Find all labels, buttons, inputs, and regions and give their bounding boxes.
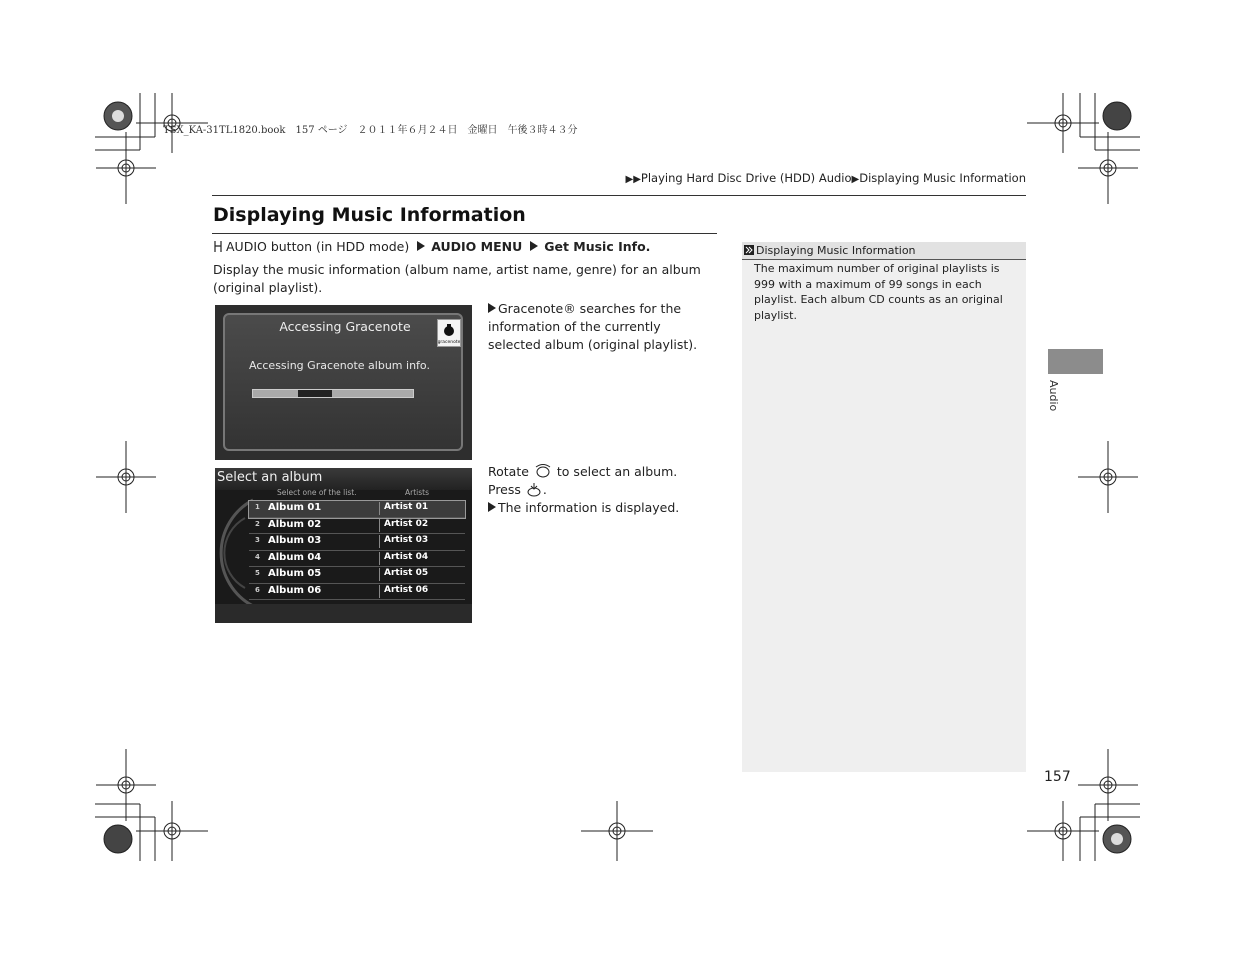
breadcrumb-arrow-icon: ▶: [851, 174, 860, 185]
sidebar-heading: [742, 242, 1026, 260]
album-name: Album 01: [268, 502, 322, 513]
step-2-period: .: [542, 482, 547, 497]
row-number: 2: [255, 519, 260, 528]
column-divider: [379, 519, 380, 532]
column-header: Artists: [405, 488, 429, 497]
artist-name: Artist 06: [384, 584, 429, 595]
gracenote-logo-icon: [437, 319, 461, 347]
page-number: 157: [1044, 769, 1071, 785]
album-name: Album 04: [268, 551, 322, 563]
header-rule: [212, 195, 1026, 196]
row-number: 1: [255, 503, 260, 511]
step-2: [488, 463, 713, 517]
breadcrumb: [626, 171, 1026, 185]
breadcrumb-parent: Playing Hard Disc Drive (HDD) Audio: [640, 171, 852, 185]
column-divider: [379, 535, 380, 548]
artist-name: Artist 04: [384, 551, 429, 562]
chapter-tab-label: Audio: [1047, 380, 1060, 412]
sidebar-note-text: The maximum number of original playlists is 999 with a maximum of 99 songs in each playlist. Each album CD counts as an original playlist.: [754, 262, 1003, 322]
list-item[interactable]: [249, 534, 465, 551]
screen-title: Select an album: [217, 470, 323, 485]
artist-name: Artist 05: [384, 568, 429, 578]
artist-name: Artist 02: [384, 518, 429, 529]
row-number: 6: [255, 585, 260, 594]
arrow-icon: [488, 502, 496, 512]
page-title: Displaying Music Information: [213, 204, 526, 226]
column-divider: [379, 568, 380, 581]
list-item[interactable]: [249, 584, 465, 601]
menu-path-start: AUDIO button (in HDD mode): [226, 239, 410, 254]
arrow-icon: [417, 241, 425, 251]
gracenote-screen: [215, 305, 472, 460]
gracenote-dialog: [223, 313, 463, 451]
column-divider: [379, 502, 380, 515]
row-number: 3: [255, 536, 260, 544]
progress-bar: [252, 389, 414, 398]
list-item[interactable]: [249, 518, 465, 535]
screen-header: [215, 468, 472, 490]
progress-fill: [298, 390, 332, 397]
title-rule: [212, 233, 717, 234]
row-number: 4: [255, 552, 260, 561]
column-divider: [379, 552, 380, 565]
arrow-icon: [488, 303, 496, 313]
menu-path-menu: AUDIO MENU: [431, 239, 523, 254]
album-name: Album 03: [268, 535, 322, 546]
sidebar-note: [742, 242, 1026, 772]
step-2-select: to select an album. Press: [488, 464, 678, 497]
chapter-tab: [1048, 349, 1103, 374]
menu-path-item: Get Music Info.: [544, 239, 651, 254]
arrow-icon: [530, 241, 538, 251]
reference-icon: [744, 245, 754, 255]
artist-name: Artist 03: [384, 535, 429, 545]
album-name: Album 05: [268, 568, 322, 579]
artist-name: Artist 01: [384, 502, 429, 512]
intro-text: Display the music information (album name, artist name, genre) for an album (original playlist).: [213, 262, 701, 295]
column-divider: [379, 585, 380, 598]
screen-subtitle: Select one of the list.: [277, 488, 357, 497]
dialog-message: Accessing Gracenote album info.: [249, 359, 430, 372]
menu-path: [213, 239, 650, 254]
album-list: [249, 501, 465, 600]
album-name: Album 06: [268, 584, 322, 596]
gracenote-logo-mark: [438, 320, 460, 346]
home-icon: [213, 240, 223, 253]
gracenote-logo-text: gracenote: [438, 340, 460, 345]
breadcrumb-arrow-icon: ▶▶: [625, 174, 641, 185]
select-album-screen: [215, 468, 472, 623]
screen-footer: [215, 604, 472, 623]
step-1: [488, 300, 713, 354]
list-item[interactable]: [249, 567, 465, 584]
print-header: TSX_KA-31TL1820.book 157 ページ ２０１１年６月２４日 金曜日 午後３時４３分: [163, 125, 578, 136]
dialog-title: Accessing Gracenote: [279, 319, 411, 334]
list-item[interactable]: [249, 501, 465, 518]
interface-dial-rotate-icon: [533, 463, 553, 479]
interface-dial-press-icon: [525, 482, 543, 498]
step-2-rotate: Rotate: [488, 464, 529, 479]
step-2-result: The information is displayed.: [498, 500, 680, 515]
row-number: 5: [255, 569, 260, 577]
breadcrumb-current: Displaying Music Information: [859, 171, 1026, 185]
album-name: Album 02: [268, 518, 322, 530]
sidebar-heading-text: Displaying Music Information: [756, 244, 916, 257]
list-item[interactable]: [249, 551, 465, 568]
step-1-text: Gracenote® searches for the information of the currently selected album (original playlist).: [488, 301, 698, 352]
